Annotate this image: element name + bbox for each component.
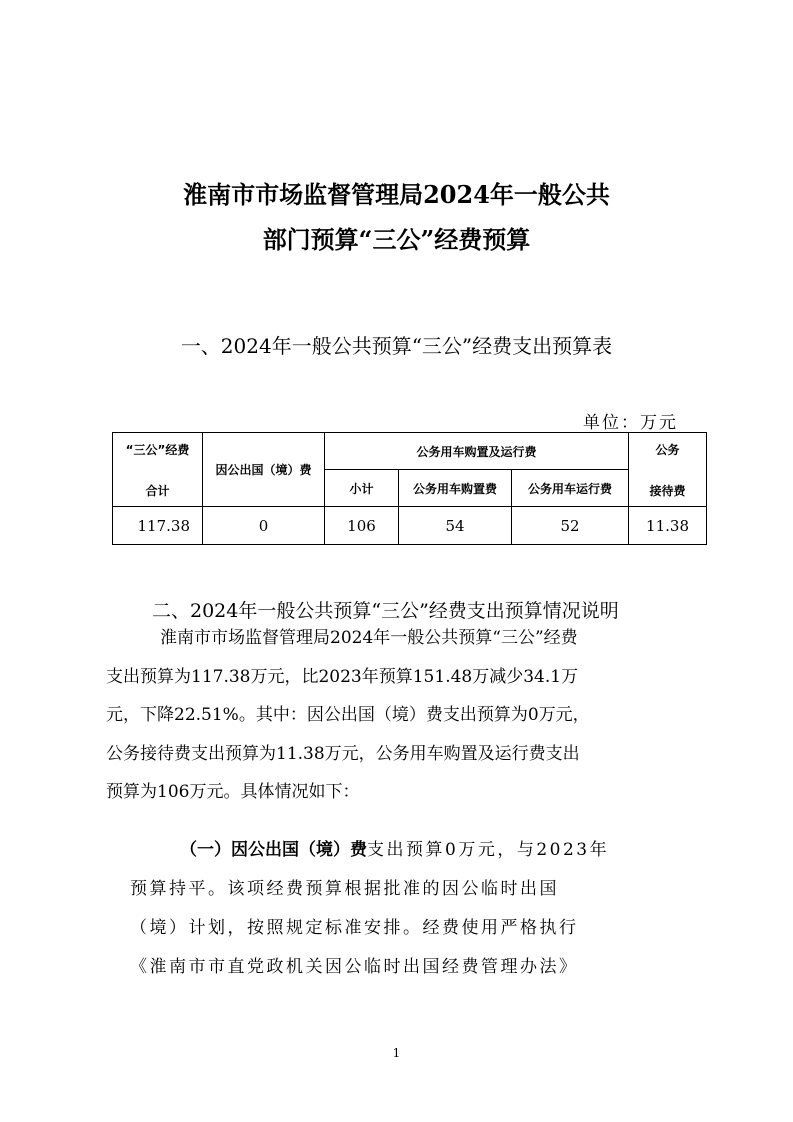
subsection-1-line-1: （一）因公出国（境）费支出预算0万元，与2023年 xyxy=(180,840,610,860)
section-1-heading: 一、2024年一般公共预算“三公”经费支出预算表 xyxy=(180,334,613,358)
paragraph-1-line-5: 预算为106万元。具体情况如下： xyxy=(106,782,360,802)
header-total xyxy=(113,433,203,507)
subsection-1-line-2: 预算持平。该项经费预算根据批准的因公临时出国 xyxy=(130,879,559,899)
title-line-2: 部门预算“三公”经费预算 xyxy=(262,225,531,254)
header-abroad: 因公出国（境）费 xyxy=(203,433,325,507)
title-line-1: 淮南市市场监督管理局2024年一般公共 xyxy=(183,180,610,209)
unit-label: 单位：万元 xyxy=(583,413,678,433)
section-2-heading: 二、2024年一般公共预算“三公”经费支出预算情况说明 xyxy=(152,600,619,622)
value-total: 117.38 xyxy=(113,507,203,545)
header-operation: 公务用车运行费 xyxy=(512,470,629,507)
header-subtotal: 小计 xyxy=(325,470,399,507)
header-reception-top: 公务 xyxy=(655,442,680,457)
budget-table xyxy=(112,432,707,545)
header-vehicle-group: 公务用车购置及运行费 xyxy=(325,433,629,470)
paragraph-1 xyxy=(106,619,666,812)
header-total-bottom: 合计 xyxy=(145,483,170,498)
header-reception xyxy=(629,433,707,507)
paragraph-1-line-4: 公务接待费支出预算为11.38万元，公务用车购置及运行费支出 xyxy=(106,743,580,764)
subsection-1-lead: （一）因公出国（境）费 xyxy=(180,840,367,860)
document-title xyxy=(0,172,793,262)
value-purchase: 54 xyxy=(399,507,512,545)
subsection-1-line-3: （境）计划，按照规定标准安排。经费使用严格执行 xyxy=(130,918,579,938)
header-reception-bottom: 接待费 xyxy=(649,483,686,498)
value-subtotal: 106 xyxy=(325,507,399,545)
subsection-1-line-4: 《淮南市市直党政机关因公临时出国经费管理办法》 xyxy=(130,957,579,977)
paragraph-1-line-3: 元，下降22.51%。其中：因公出国（境）费支出预算为0万元， xyxy=(106,705,590,725)
paragraph-1-line-1: 淮南市市场监督管理局2024年一般公共预算“三公”经费 xyxy=(160,628,578,648)
header-total-top: “三公”经费 xyxy=(125,442,190,457)
value-abroad: 0 xyxy=(203,507,325,545)
paragraph-1-line-2: 支出预算为117.38万元，比2023年预算151.48万减少34.1万 xyxy=(106,666,579,687)
header-purchase: 公务用车购置费 xyxy=(399,470,512,507)
page-number: 1 xyxy=(392,1046,401,1060)
value-operation: 52 xyxy=(512,507,629,545)
value-reception: 11.38 xyxy=(629,507,707,545)
subsection-1 xyxy=(130,831,644,987)
